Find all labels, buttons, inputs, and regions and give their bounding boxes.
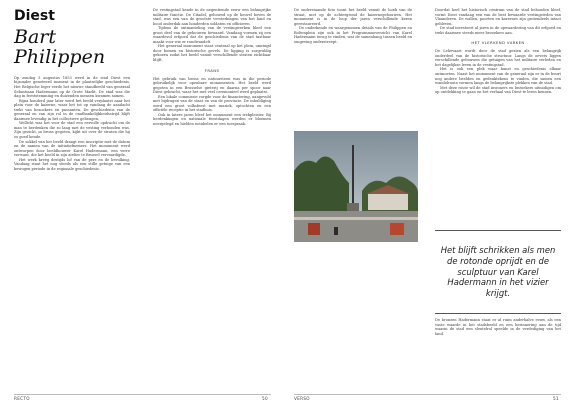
body-paragraph: Tijdens de ontmanteling van de vestingwerken bleef een groot deel van de gebouwen bewaard. Vandaag vormen zij een waardevol erfgoed dat de geschiedenis van de stad tastbaar maakt voor wie er rondwandelt. [153,26,271,44]
column-1 [14,8,130,171]
column-4 [435,8,561,95]
body-paragraph: Het werk kreeg destijds lof van de pers en de bevolking. Vandaag staat het nog steeds als een stille getuige van een bewogen periode in de regionale geschiedenis. [14,157,130,171]
pull-quote [435,230,561,314]
body-paragraph: Ook in latere jaren bleef het monument een trekpleister. Bij herdenkingen en nationale feestdagen werden er bloemen neergelegd en hielden notabelen er een toespraak. [153,112,271,127]
footer-right-label: VERSO [294,396,310,401]
section-subhead: FRANS [204,67,220,73]
body-paragraph: Op zondag 3 augustus 1853 werd in de stad Diest een bijzonder genoteerd moment in de plaatselijke geschiedenis. Het Belgische leger eerde het nieuwe standbeeld van generaal Sebastiaan Hadermann op de Grote Markt. De stad was die dag in feeststemming en duizenden mensen kwamen samen. [14,75,130,99]
column-4-bottom [435,318,561,336]
body-paragraph: De Lelievaart wordt door de stad gezien als een belangrijk onderdeel van de historische structuur. Langs de oevers liggen verschillende gebouwen die getuigen van het militaire verleden en het dagelijkse leven in de vestingstad. [435,49,561,67]
body-paragraph: Bijna honderd jaar later werd het beeld verplaatst naar het plein voor de kazerne, waar het tot op vandaag de aandacht trekt van bezoekers en passanten. De geschiedenis van de generaal en van zijn rol in de onafhankelijkheidsstrijd blijft daarmee levendig in het collectieve geheugen. [14,98,130,121]
column-2 [153,8,271,127]
section-subhead: HET VLERKEND VARKEN [471,40,525,46]
body-paragraph: Met deze route wil de stad inwoners en bezoekers uitnodigen om op ontdekking te gaan en het verhaal van Diest te leren kennen. [435,85,561,95]
body-paragraph: De onderstaande foto toont het beeld vanuit de hoek van de straat, met op de achtergrond de kazernegebouwen. Het monument is in de loop der jaren verschillende keren gerestaureerd. [294,8,412,26]
body-paragraph: De stad investeert al jaren in de opwaardering van dit erfgoed en trekt daarmee steeds meer bezoekers aan. [435,26,561,35]
footer-rule-left [14,394,271,395]
body-paragraph: Doordat heel het historisch centrum van de stad behouden bleef, vormt Diest vandaag een van de best bewaarde vestingsteden van Vlaanderen. De wallen, poorten en kazernes zijn grotendeels intact gebleven. [435,8,561,26]
monument-photo-illustration [294,131,418,242]
page-number-left: 50 [262,396,268,401]
body-paragraph: De sokkel van het beeld draagt een inscriptie met de datum en de namen van de initiatiefnemers. Het monument werd ontworpen door beeldhouwer Karel Hadermann, een verre verwant, die het beeld in zijn atelier te Brussel vervaardigde. [14,139,130,158]
body-paragraph: De onderkende en waargenomen details van de Philippen en Boltenplein zijn ook in het Programmaoverzicht van Karel Hadermann terug te vinden, wat de samenhang tussen beeld en omgeving onderstreept. [294,26,412,44]
body-paragraph: Het is ook een plek waar kunst en geschiedenis elkaar ontmoeten. Naast het monument van de generaal zijn er in de buurt nog andere beelden en gedenktekens te vinden, die samen een wandelroute vormen langs de belangrijkste plekken van de stad. [435,67,561,86]
footer-left-label: RECTO [14,396,30,401]
body-paragraph: Het generaal monument staat centraal op het plein, omringd door bomen en historische gevels. De ligging is zorgvuldig gekozen zodat het beeld vanuit verschillende straten zichtbaar blijft. [153,44,271,63]
footer-rule-right [294,394,561,395]
body-paragraph: Het gebruik van brons en natuursteen was in die periode gebruikelijk voor openbare monumenten. Het beeld werd gegoten in een Brusselse gieterij en daarna per spoor naar Diest gebracht, waar het met veel ceremonieel werd geplaatst. [153,76,271,95]
article-category: Diest [14,8,55,24]
article-title: Bart Philippen [14,26,106,68]
body-paragraph: Een lokale commissie zorgde voor de financiering, aangevuld met bijdragen van de staat en van de provincie. De inhuldiging werd een groot volksfeest met muziek, optochten en een officiële receptie in het stadhuis. [153,94,271,113]
pull-quote-text: Het blijft schrikken als men de rotonde oprijdt en de sculptuur van Karel Hadermann in het vizier krijgt. [440,245,556,299]
monument-photo [294,131,418,242]
page-number-right: 51 [553,396,559,401]
body-paragraph: Wellicht was het voor de stad een eervolle opdracht om de man te herdenken die zo lang met de vesting verbonden was. Zijn gezicht, in brons gegoten, kijkt uit over de straten die hij zo goed kende. [14,121,130,139]
body-paragraph: De vestingstad kende in de negentiende eeuw een belangrijke militaire functie. De Citadel, gebouwd op de heuvel boven de stad, was een van de grootste versterkingen van het land en bood onderdak aan honderden soldaten en officieren. [153,8,271,26]
body-paragraph: De bronzen Hadermann staat er al ruim anderhalve eeuw, als een vaste waarde in het stadsbeeld en een herinnering aan de tijd waarin de stad een sleutelrol speelde in de verdediging van het land. [435,318,561,336]
